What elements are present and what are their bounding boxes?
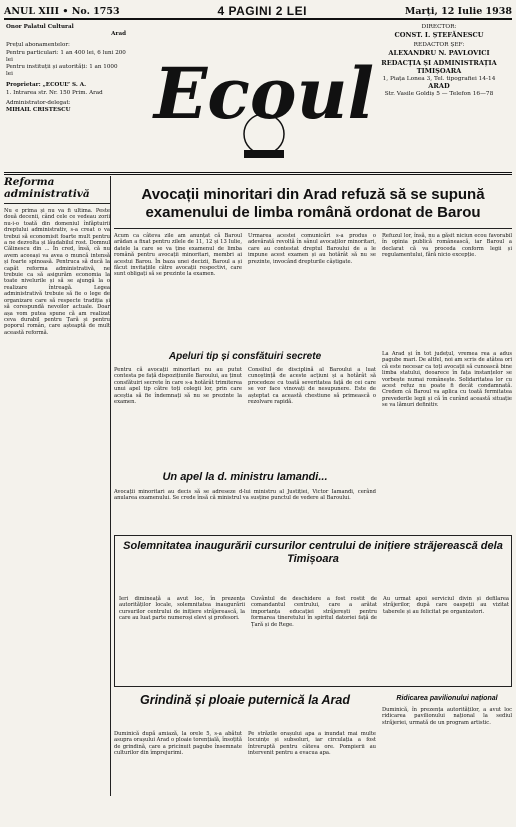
pavilion-title: Ridicarea pavilionului național xyxy=(396,695,498,702)
subscription-title: Prețul abonamentelor: xyxy=(6,42,70,49)
newspaper-logo xyxy=(153,22,375,170)
main-article-col3: Refuzul lor, însă, nu a găsit niciun ecou favorabil în opinia publică românească, iar Baroul a declarat că va proceda conform legii și regulamentului, fără nicio excepție. xyxy=(382,233,512,259)
issue-date: Marți, 12 Iulie 1938 xyxy=(404,5,512,17)
masthead-left-info xyxy=(6,24,126,114)
subscription-institutions: Pentru instituții și autorități: 1 an 1000 lei xyxy=(6,64,118,78)
top-bar xyxy=(4,4,512,20)
masthead xyxy=(4,22,512,175)
owner-address: 1. Intrarea str. Nr. 150 Prim. Arad xyxy=(6,89,103,96)
office-city-2: ARAD xyxy=(428,82,450,91)
grindina-title: Grindină și ploaie puternică la Arad xyxy=(139,693,350,707)
owner: Proprietar: „ECOUL” S. A. xyxy=(6,82,87,89)
office-city-1: TIMIȘOARA xyxy=(416,66,462,75)
office-label: REDACȚIA ȘI ADMINISTRAȚIA xyxy=(381,59,497,68)
director-name: CONST. I. ȘTEFĂNESCU xyxy=(394,30,484,39)
address-line: Onor Palatul Cultural xyxy=(6,24,74,30)
pages-price: 4 PAGINI 2 LEI xyxy=(217,4,307,18)
solemnitatea-col1: Ieri dimineață a avut loc, în prezența autorităților locale, solemnitatea inaugurării cursurilor centrului de inițiere străjerească, la care au luat parte numeroși elevi și profesori. xyxy=(119,596,245,622)
logo-text: Ecoul xyxy=(153,52,375,135)
office-address-1: 1, Piața Lonea 3, Tel. tipografiei 14-14 xyxy=(382,75,496,82)
apeluri-col1: Pentru că avocații minoritari nu au putut contesta pe față dispozițiunile Baroului, au ținut consfătuiri secrete în care s-a hotărât trimiterea unui apel tip către toți colegii lor, prin care aceștia să fie îndemnați să nu se prezinte la examen. xyxy=(114,367,242,406)
logo-base xyxy=(244,150,284,158)
grindina-section xyxy=(114,687,512,827)
solemnitatea-section xyxy=(114,535,512,687)
grindina-col2: Pe străzile orașului apa a inundat mai multe locuințe și subsoluri, iar circulația a fost întreruptă pentru câteva ore. Pompierii au intervenit pentru a evacua apa. xyxy=(248,731,376,757)
apel-title: Un apel la d. ministru Iamandi... xyxy=(162,471,328,483)
grindina-col1: Duminică după amiază, la orele 5, s-a abătut asupra orașului Arad o ploaie torențială, însoțită de grindină, care a pricinuit pagube însemnate culturilor din împrejurimi. xyxy=(114,731,242,757)
apel-section xyxy=(114,469,512,535)
masthead-right-info xyxy=(368,24,510,98)
director-label: DIRECTOR: xyxy=(421,24,457,30)
volume-number: ANUL XIII • No. 1753 xyxy=(4,5,120,17)
solemnitatea-title: Solemnitatea inaugurării cursurilor centrului de inițiere străjerească dela Timișoara xyxy=(123,540,503,565)
apeluri-col2: Consiliul de disciplină al Baroului a luat cunoștință de aceste acțiuni și a hotărât să procedeze cu toată severitatea față de cei care se vor face vinovați de nesupunere. Este de așteptat ca această chestiune să primească o rezolvare rapidă. xyxy=(248,367,376,406)
editor-name: ALEXANDRU N. PAVLOVICI xyxy=(388,48,490,57)
apeluri-section xyxy=(114,349,512,469)
main-headline: Avocații minoritari din Arad refuză să se supună examenului de limba română ordonat de Barou xyxy=(141,186,485,221)
main-article-col1: Acum ca câteva zile am anunțat că Baroul arădan a fixat pentru zilele de 11, 12 și 13 Iulie, datele la care se va ține examenul de limba română pentru avocații minoritari, membri ai acestui Barou. În baza unei decizii, Baroul a și făcut invitațiile către avocații respectivi, care sunt obligați să se prezinte la examen. xyxy=(114,233,242,278)
main-area xyxy=(114,176,512,796)
admin-name: MIHAIL CRISTESCU xyxy=(6,107,71,114)
main-article-col2: Urmarea acestei comunicări s-a produs o adevărată revoltă în sânul avocaților minoritari, care au contestat dreptul Baroului de a le impune acest examen și au hotărât să nu se prezinte, invocând drepturile câștigate. xyxy=(248,233,376,265)
main-article-columns xyxy=(114,229,512,349)
right-column-text: La Arad și în tot județul, vremea rea a adus pagube mari. De altfel, noi am scris de atâtea ori că este necesar ca toți avocații să cunoască bine limba statului, deoarece în fața instanțelor se vorbește numai românește. Solidaritatea lor cu acest refuz nu poate fi decât condamnată. Credem că Baroul va aplica cu toată fermitatea prevederile legii și că în curând această situație se va lămuri definitiv. xyxy=(382,351,512,409)
apeluri-title: Apeluri tip și consfătuiri secrete xyxy=(168,351,322,362)
solemnitatea-col3: Au urmat apoi serviciul divin și defilarea străjerilor, după care oaspeții au vizitat taberele și au felicitat pe organizatori. xyxy=(383,596,509,615)
subscription-private: Pentru particulari: 1 an 400 lei, 6 luni 200 lei xyxy=(6,49,126,63)
pavilion-body: Duminică, în prezența autorităților, a avut loc ridicarea pavilionului național la sediul străjeriei, urmată de un program artistic. xyxy=(382,707,512,726)
admin-title: Administrator-delegat: xyxy=(6,99,71,106)
left-article-title: Reforma administrativă xyxy=(4,176,110,204)
editor-label: REDACTOR ȘEF: xyxy=(413,42,465,49)
address-city: Arad xyxy=(111,31,126,38)
office-address-2: Str. Vasile Goldiș 5 — Telefon 16—78 xyxy=(384,90,494,97)
apel-body: Avocații minoritari au decis să se adreseze d-lui ministru al Justiției, Victor Iamandi, cerând anularea examenului. Se crede însă că ministrul va susține punctul de vedere al Baroului. xyxy=(114,489,376,502)
left-column-article xyxy=(4,176,111,796)
solemnitatea-col2: Cuvântul de deschidere a fost rostit de comandantul centrului, care a arătat importanța educației străjerești pentru formarea tineretului în spiritul datoriei față de Țară și de Rege. xyxy=(251,596,377,628)
left-article-body: Nu e prima și nu va fi ultima. Peste două decenii, când cele ce vedeau zorii nu-i-o toată din domeniul înfăptuirii dreptului administrativ, s-a creat o va trebui să economisit foarte mult pentru a ne dezvolta și lăudabilul rost. Domnul Călinescu din ... În cred, însă, că nu avem aceeași va avea o muncă intensă și foarte spinoasă. Pentruca să ducă la capăt reforma administrativă, ne trebuie ca să asigurăm economia la toate nivelurile și să se ajungă la o realizare întreagă. Legea administrativă trebuie să fie o lege de organizare care să respecte tradiția și să corespundă nevoilor actuale. Doar așa vom putea spune că am realizat ceva durabil pentru Țară și pentru poporul român, care așteaptă de mult această reformă. xyxy=(4,208,110,336)
